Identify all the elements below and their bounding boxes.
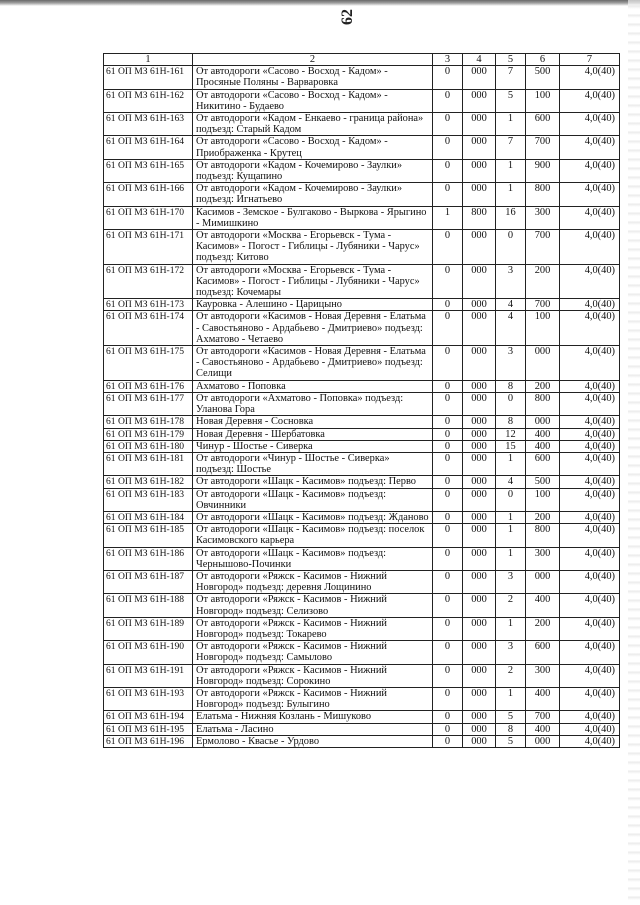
col7-cell: 4,0(40) — [560, 380, 620, 392]
table-row — [104, 452, 620, 475]
col3-cell: 0 — [433, 735, 463, 747]
col4-cell: 000 — [463, 380, 496, 392]
col4-cell: 000 — [463, 524, 496, 547]
road-description-cell: Касимов - Земское - Булгаково - Выркова - Ярыгино - Мимишкино — [193, 206, 433, 229]
col6-cell: 200 — [526, 617, 560, 640]
col3-cell: 0 — [433, 66, 463, 89]
col5-cell: 1 — [496, 511, 526, 523]
road-description-cell: От автодороги «Москва - Егорьевск - Тума - Касимов» - Погост - Гиблицы - Лубяники - Чарус» подъезд: Кочемары — [193, 264, 433, 299]
col6-cell: 400 — [526, 723, 560, 735]
road-description-cell: От автодороги «Сасово - Восход - Кадом» - Никитино - Будаево — [193, 89, 433, 112]
table-row — [104, 664, 620, 687]
col4-cell: 000 — [463, 264, 496, 299]
road-description-cell: От автодороги «Касимов - Новая Деревня - Елатьма - Савостьяново - Ардабьево - Дмитриево» подъезд: Селищи — [193, 346, 433, 381]
col6-cell: 200 — [526, 511, 560, 523]
col3-cell: 0 — [433, 89, 463, 112]
table-row — [104, 570, 620, 593]
table-row — [104, 711, 620, 723]
road-code-cell: 61 ОП МЗ 61Н-177 — [104, 392, 193, 415]
col5-cell: 2 — [496, 664, 526, 687]
road-code-cell: 61 ОП МЗ 61Н-174 — [104, 311, 193, 346]
table-row — [104, 617, 620, 640]
col5-cell: 8 — [496, 380, 526, 392]
road-description-cell: Елатьма - Нижняя Козлань - Мишуково — [193, 711, 433, 723]
col4-cell: 000 — [463, 687, 496, 710]
col6-cell: 700 — [526, 299, 560, 311]
col4-cell: 000 — [463, 113, 496, 136]
col7-cell: 4,0(40) — [560, 735, 620, 747]
col7-cell: 4,0(40) — [560, 711, 620, 723]
col5-cell: 1 — [496, 113, 526, 136]
col6-cell: 500 — [526, 476, 560, 488]
col4-cell: 000 — [463, 735, 496, 747]
table-row — [104, 311, 620, 346]
road-description-cell: Елатьма - Ласино — [193, 723, 433, 735]
col5-cell: 15 — [496, 440, 526, 452]
road-description-cell: От автодороги «Шацк - Касимов» подъезд: Перво — [193, 476, 433, 488]
col5-cell: 12 — [496, 428, 526, 440]
col6-cell: 200 — [526, 380, 560, 392]
col4-cell: 000 — [463, 159, 496, 182]
table-row — [104, 380, 620, 392]
scan-edge-right — [628, 0, 640, 905]
road-code-cell: 61 ОП МЗ 61Н-163 — [104, 113, 193, 136]
col7-cell: 4,0(40) — [560, 264, 620, 299]
col4-cell: 000 — [463, 711, 496, 723]
col4-cell: 000 — [463, 136, 496, 159]
col4-cell: 800 — [463, 206, 496, 229]
col4-cell: 000 — [463, 641, 496, 664]
col6-cell: 600 — [526, 452, 560, 475]
col5-cell: 3 — [496, 641, 526, 664]
col4-cell: 000 — [463, 547, 496, 570]
table-row — [104, 346, 620, 381]
col4-cell: 000 — [463, 392, 496, 415]
road-description-cell: От автодороги «Шацк - Касимов» подъезд: Жданово — [193, 511, 433, 523]
col3-cell: 0 — [433, 299, 463, 311]
col4-cell: 000 — [463, 346, 496, 381]
col3-cell: 0 — [433, 264, 463, 299]
col5-cell: 1 — [496, 547, 526, 570]
table-header-row — [104, 54, 620, 66]
col5-cell: 3 — [496, 346, 526, 381]
roads-table — [103, 53, 620, 748]
road-description-cell: От автодороги «Ахматово - Поповка» подъезд: Уланова Гора — [193, 392, 433, 415]
col7-cell: 4,0(40) — [560, 416, 620, 428]
road-description-cell: От автодороги «Шацк - Касимов» подъезд: поселок Касимовского карьера — [193, 524, 433, 547]
road-code-cell: 61 ОП МЗ 61Н-164 — [104, 136, 193, 159]
col5-cell: 1 — [496, 687, 526, 710]
header-col-7: 7 — [560, 54, 620, 66]
col6-cell: 800 — [526, 392, 560, 415]
col6-cell: 000 — [526, 346, 560, 381]
col5-cell: 0 — [496, 230, 526, 265]
road-description-cell: От автодороги «Москва - Егорьевск - Тума - Касимов» - Погост - Гиблицы - Лубяники - Чарус» подъезд: Китово — [193, 230, 433, 265]
col5-cell: 0 — [496, 488, 526, 511]
road-description-cell: От автодороги «Сасово - Восход - Кадом» - Просяные Поляны - Варваровка — [193, 66, 433, 89]
col7-cell: 4,0(40) — [560, 570, 620, 593]
col5-cell: 4 — [496, 299, 526, 311]
road-code-cell: 61 ОП МЗ 61Н-178 — [104, 416, 193, 428]
col3-cell: 0 — [433, 617, 463, 640]
col4-cell: 000 — [463, 594, 496, 617]
road-code-cell: 61 ОП МЗ 61Н-170 — [104, 206, 193, 229]
road-code-cell: 61 ОП МЗ 61Н-181 — [104, 452, 193, 475]
header-col-1: 1 — [104, 54, 193, 66]
col7-cell: 4,0(40) — [560, 594, 620, 617]
col4-cell: 000 — [463, 452, 496, 475]
road-description-cell: Кауровка - Алешино - Царицыно — [193, 299, 433, 311]
col6-cell: 400 — [526, 440, 560, 452]
col3-cell: 0 — [433, 440, 463, 452]
col4-cell: 000 — [463, 311, 496, 346]
table-row — [104, 66, 620, 89]
col3-cell: 0 — [433, 113, 463, 136]
table-row — [104, 594, 620, 617]
header-col-4: 4 — [463, 54, 496, 66]
road-code-cell: 61 ОП МЗ 61Н-194 — [104, 711, 193, 723]
road-code-cell: 61 ОП МЗ 61Н-188 — [104, 594, 193, 617]
col3-cell: 0 — [433, 488, 463, 511]
col3-cell: 0 — [433, 183, 463, 206]
road-code-cell: 61 ОП МЗ 61Н-185 — [104, 524, 193, 547]
col5-cell: 5 — [496, 711, 526, 723]
col7-cell: 4,0(40) — [560, 452, 620, 475]
road-description-cell: От автодороги «Ряжск - Касимов - Нижний Новгород» подъезд: Булыгино — [193, 687, 433, 710]
col7-cell: 4,0(40) — [560, 687, 620, 710]
col7-cell: 4,0(40) — [560, 664, 620, 687]
col6-cell: 100 — [526, 488, 560, 511]
col4-cell: 000 — [463, 89, 496, 112]
road-code-cell: 61 ОП МЗ 61Н-191 — [104, 664, 193, 687]
col3-cell: 0 — [433, 476, 463, 488]
col5-cell: 3 — [496, 264, 526, 299]
col7-cell: 4,0(40) — [560, 524, 620, 547]
road-code-cell: 61 ОП МЗ 61Н-190 — [104, 641, 193, 664]
road-code-cell: 61 ОП МЗ 61Н-189 — [104, 617, 193, 640]
col7-cell: 4,0(40) — [560, 346, 620, 381]
table-row — [104, 183, 620, 206]
road-description-cell: От автодороги «Сасово - Восход - Кадом» - Приображенка - Крутец — [193, 136, 433, 159]
scan-edge-top — [0, 0, 640, 6]
col6-cell: 000 — [526, 416, 560, 428]
road-code-cell: 61 ОП МЗ 61Н-171 — [104, 230, 193, 265]
road-code-cell: 61 ОП МЗ 61Н-176 — [104, 380, 193, 392]
col6-cell: 500 — [526, 66, 560, 89]
road-description-cell: Чинур - Шостье - Сиверка — [193, 440, 433, 452]
col6-cell: 100 — [526, 311, 560, 346]
table-row — [104, 723, 620, 735]
col6-cell: 000 — [526, 570, 560, 593]
page-number: 62 — [339, 9, 356, 25]
road-description-cell: Новая Деревня - Сосновка — [193, 416, 433, 428]
col6-cell: 700 — [526, 136, 560, 159]
col5-cell: 1 — [496, 452, 526, 475]
col7-cell: 4,0(40) — [560, 440, 620, 452]
col7-cell: 4,0(40) — [560, 230, 620, 265]
col3-cell: 0 — [433, 641, 463, 664]
road-description-cell: От автодороги «Кадом - Кочемирово - Заулки» подъезд: Игнатьево — [193, 183, 433, 206]
col5-cell: 1 — [496, 159, 526, 182]
col3-cell: 0 — [433, 524, 463, 547]
col4-cell: 000 — [463, 416, 496, 428]
col6-cell: 900 — [526, 159, 560, 182]
col7-cell: 4,0(40) — [560, 113, 620, 136]
col5-cell: 1 — [496, 183, 526, 206]
col5-cell: 16 — [496, 206, 526, 229]
road-description-cell: От автодороги «Шацк - Касимов» подъезд: Чернышово-Починки — [193, 547, 433, 570]
table-row — [104, 687, 620, 710]
road-description-cell: От автодороги «Ряжск - Касимов - Нижний Новгород» подъезд: Селизово — [193, 594, 433, 617]
table-row — [104, 136, 620, 159]
col5-cell: 3 — [496, 570, 526, 593]
table-row — [104, 735, 620, 747]
col4-cell: 000 — [463, 428, 496, 440]
col6-cell: 400 — [526, 687, 560, 710]
table-row — [104, 511, 620, 523]
col3-cell: 0 — [433, 547, 463, 570]
col5-cell: 5 — [496, 89, 526, 112]
header-col-3: 3 — [433, 54, 463, 66]
road-code-cell: 61 ОП МЗ 61Н-195 — [104, 723, 193, 735]
col6-cell: 600 — [526, 641, 560, 664]
col4-cell: 000 — [463, 183, 496, 206]
col7-cell: 4,0(40) — [560, 641, 620, 664]
col7-cell: 4,0(40) — [560, 617, 620, 640]
road-description-cell: От автодороги «Кадом - Кочемирово - Заулки» подъезд: Кущапино — [193, 159, 433, 182]
col6-cell: 000 — [526, 735, 560, 747]
col3-cell: 0 — [433, 594, 463, 617]
table-row — [104, 89, 620, 112]
col4-cell: 000 — [463, 488, 496, 511]
col7-cell: 4,0(40) — [560, 392, 620, 415]
col4-cell: 000 — [463, 476, 496, 488]
col4-cell: 000 — [463, 299, 496, 311]
road-description-cell: От автодороги «Касимов - Новая Деревня - Елатьма - Савостьяново - Ардабьево - Дмитриево» подъезд: Ахматово - Четаево — [193, 311, 433, 346]
col3-cell: 0 — [433, 392, 463, 415]
road-code-cell: 61 ОП МЗ 61Н-183 — [104, 488, 193, 511]
col7-cell: 4,0(40) — [560, 311, 620, 346]
col3-cell: 0 — [433, 159, 463, 182]
col7-cell: 4,0(40) — [560, 136, 620, 159]
road-code-cell: 61 ОП МЗ 61Н-165 — [104, 159, 193, 182]
col7-cell: 4,0(40) — [560, 89, 620, 112]
col6-cell: 800 — [526, 524, 560, 547]
col5-cell: 1 — [496, 617, 526, 640]
road-description-cell: Ермолово - Квасье - Урдово — [193, 735, 433, 747]
col5-cell: 7 — [496, 66, 526, 89]
col3-cell: 0 — [433, 428, 463, 440]
header-col-6: 6 — [526, 54, 560, 66]
col6-cell: 200 — [526, 264, 560, 299]
col4-cell: 000 — [463, 230, 496, 265]
col7-cell: 4,0(40) — [560, 183, 620, 206]
col5-cell: 8 — [496, 416, 526, 428]
table-row — [104, 113, 620, 136]
road-code-cell: 61 ОП МЗ 61Н-193 — [104, 687, 193, 710]
col5-cell: 5 — [496, 735, 526, 747]
table-row — [104, 524, 620, 547]
table-row — [104, 230, 620, 265]
road-code-cell: 61 ОП МЗ 61Н-162 — [104, 89, 193, 112]
table-row — [104, 299, 620, 311]
road-description-cell: От автодороги «Ряжск - Касимов - Нижний Новгород» подъезд: деревня Лощинино — [193, 570, 433, 593]
col6-cell: 100 — [526, 89, 560, 112]
col5-cell: 7 — [496, 136, 526, 159]
col3-cell: 0 — [433, 416, 463, 428]
col6-cell: 700 — [526, 230, 560, 265]
col4-cell: 000 — [463, 570, 496, 593]
col6-cell: 300 — [526, 206, 560, 229]
table-row — [104, 440, 620, 452]
road-code-cell: 61 ОП МЗ 61Н-175 — [104, 346, 193, 381]
road-code-cell: 61 ОП МЗ 61Н-161 — [104, 66, 193, 89]
col5-cell: 4 — [496, 476, 526, 488]
col3-cell: 0 — [433, 570, 463, 593]
road-description-cell: Ахматово - Поповка — [193, 380, 433, 392]
table-row — [104, 428, 620, 440]
road-code-cell: 61 ОП МЗ 61Н-182 — [104, 476, 193, 488]
col7-cell: 4,0(40) — [560, 159, 620, 182]
col3-cell: 0 — [433, 511, 463, 523]
col7-cell: 4,0(40) — [560, 206, 620, 229]
col4-cell: 000 — [463, 664, 496, 687]
road-description-cell: От автодороги «Чинур - Шостье - Сиверка» подъезд: Шостье — [193, 452, 433, 475]
col7-cell: 4,0(40) — [560, 476, 620, 488]
col7-cell: 4,0(40) — [560, 547, 620, 570]
table-row — [104, 547, 620, 570]
table-row — [104, 159, 620, 182]
road-code-cell: 61 ОП МЗ 61Н-186 — [104, 547, 193, 570]
col3-cell: 0 — [433, 346, 463, 381]
col7-cell: 4,0(40) — [560, 511, 620, 523]
col3-cell: 0 — [433, 136, 463, 159]
road-code-cell: 61 ОП МЗ 61Н-179 — [104, 428, 193, 440]
col3-cell: 0 — [433, 380, 463, 392]
road-description-cell: От автодороги «Шацк - Касимов» подъезд: Овчинники — [193, 488, 433, 511]
table-body — [104, 66, 620, 748]
road-description-cell: От автодороги «Кадом - Енкаево - граница района» подъезд: Старый Кадом — [193, 113, 433, 136]
road-code-cell: 61 ОП МЗ 61Н-166 — [104, 183, 193, 206]
road-code-cell: 61 ОП МЗ 61Н-196 — [104, 735, 193, 747]
col7-cell: 4,0(40) — [560, 66, 620, 89]
col5-cell: 1 — [496, 524, 526, 547]
table-row — [104, 206, 620, 229]
table-row — [104, 641, 620, 664]
road-code-cell: 61 ОП МЗ 61Н-180 — [104, 440, 193, 452]
col7-cell: 4,0(40) — [560, 488, 620, 511]
col6-cell: 400 — [526, 428, 560, 440]
table-row — [104, 392, 620, 415]
table-row — [104, 264, 620, 299]
col4-cell: 000 — [463, 617, 496, 640]
col6-cell: 300 — [526, 547, 560, 570]
col6-cell: 600 — [526, 113, 560, 136]
col3-cell: 0 — [433, 664, 463, 687]
col5-cell: 0 — [496, 392, 526, 415]
col7-cell: 4,0(40) — [560, 723, 620, 735]
road-description-cell: От автодороги «Ряжск - Касимов - Нижний Новгород» подъезд: Токарево — [193, 617, 433, 640]
col3-cell: 0 — [433, 687, 463, 710]
road-description-cell: От автодороги «Ряжск - Касимов - Нижний Новгород» подъезд: Сорокино — [193, 664, 433, 687]
col5-cell: 8 — [496, 723, 526, 735]
table-row — [104, 488, 620, 511]
road-code-cell: 61 ОП МЗ 61Н-184 — [104, 511, 193, 523]
road-code-cell: 61 ОП МЗ 61Н-173 — [104, 299, 193, 311]
col3-cell: 0 — [433, 230, 463, 265]
road-code-cell: 61 ОП МЗ 61Н-172 — [104, 264, 193, 299]
header-col-2: 2 — [193, 54, 433, 66]
col3-cell: 0 — [433, 311, 463, 346]
road-description-cell: Новая Деревня - Шербатовка — [193, 428, 433, 440]
col4-cell: 000 — [463, 440, 496, 452]
col7-cell: 4,0(40) — [560, 299, 620, 311]
col4-cell: 000 — [463, 723, 496, 735]
col5-cell: 4 — [496, 311, 526, 346]
col3-cell: 0 — [433, 711, 463, 723]
col5-cell: 2 — [496, 594, 526, 617]
col3-cell: 1 — [433, 206, 463, 229]
col4-cell: 000 — [463, 511, 496, 523]
col6-cell: 700 — [526, 711, 560, 723]
table-row — [104, 476, 620, 488]
header-col-5: 5 — [496, 54, 526, 66]
col6-cell: 300 — [526, 664, 560, 687]
col3-cell: 0 — [433, 452, 463, 475]
col6-cell: 800 — [526, 183, 560, 206]
col6-cell: 400 — [526, 594, 560, 617]
col7-cell: 4,0(40) — [560, 428, 620, 440]
col4-cell: 000 — [463, 66, 496, 89]
col3-cell: 0 — [433, 723, 463, 735]
road-code-cell: 61 ОП МЗ 61Н-187 — [104, 570, 193, 593]
table-row — [104, 416, 620, 428]
road-description-cell: От автодороги «Ряжск - Касимов - Нижний Новгород» подъезд: Самылово — [193, 641, 433, 664]
